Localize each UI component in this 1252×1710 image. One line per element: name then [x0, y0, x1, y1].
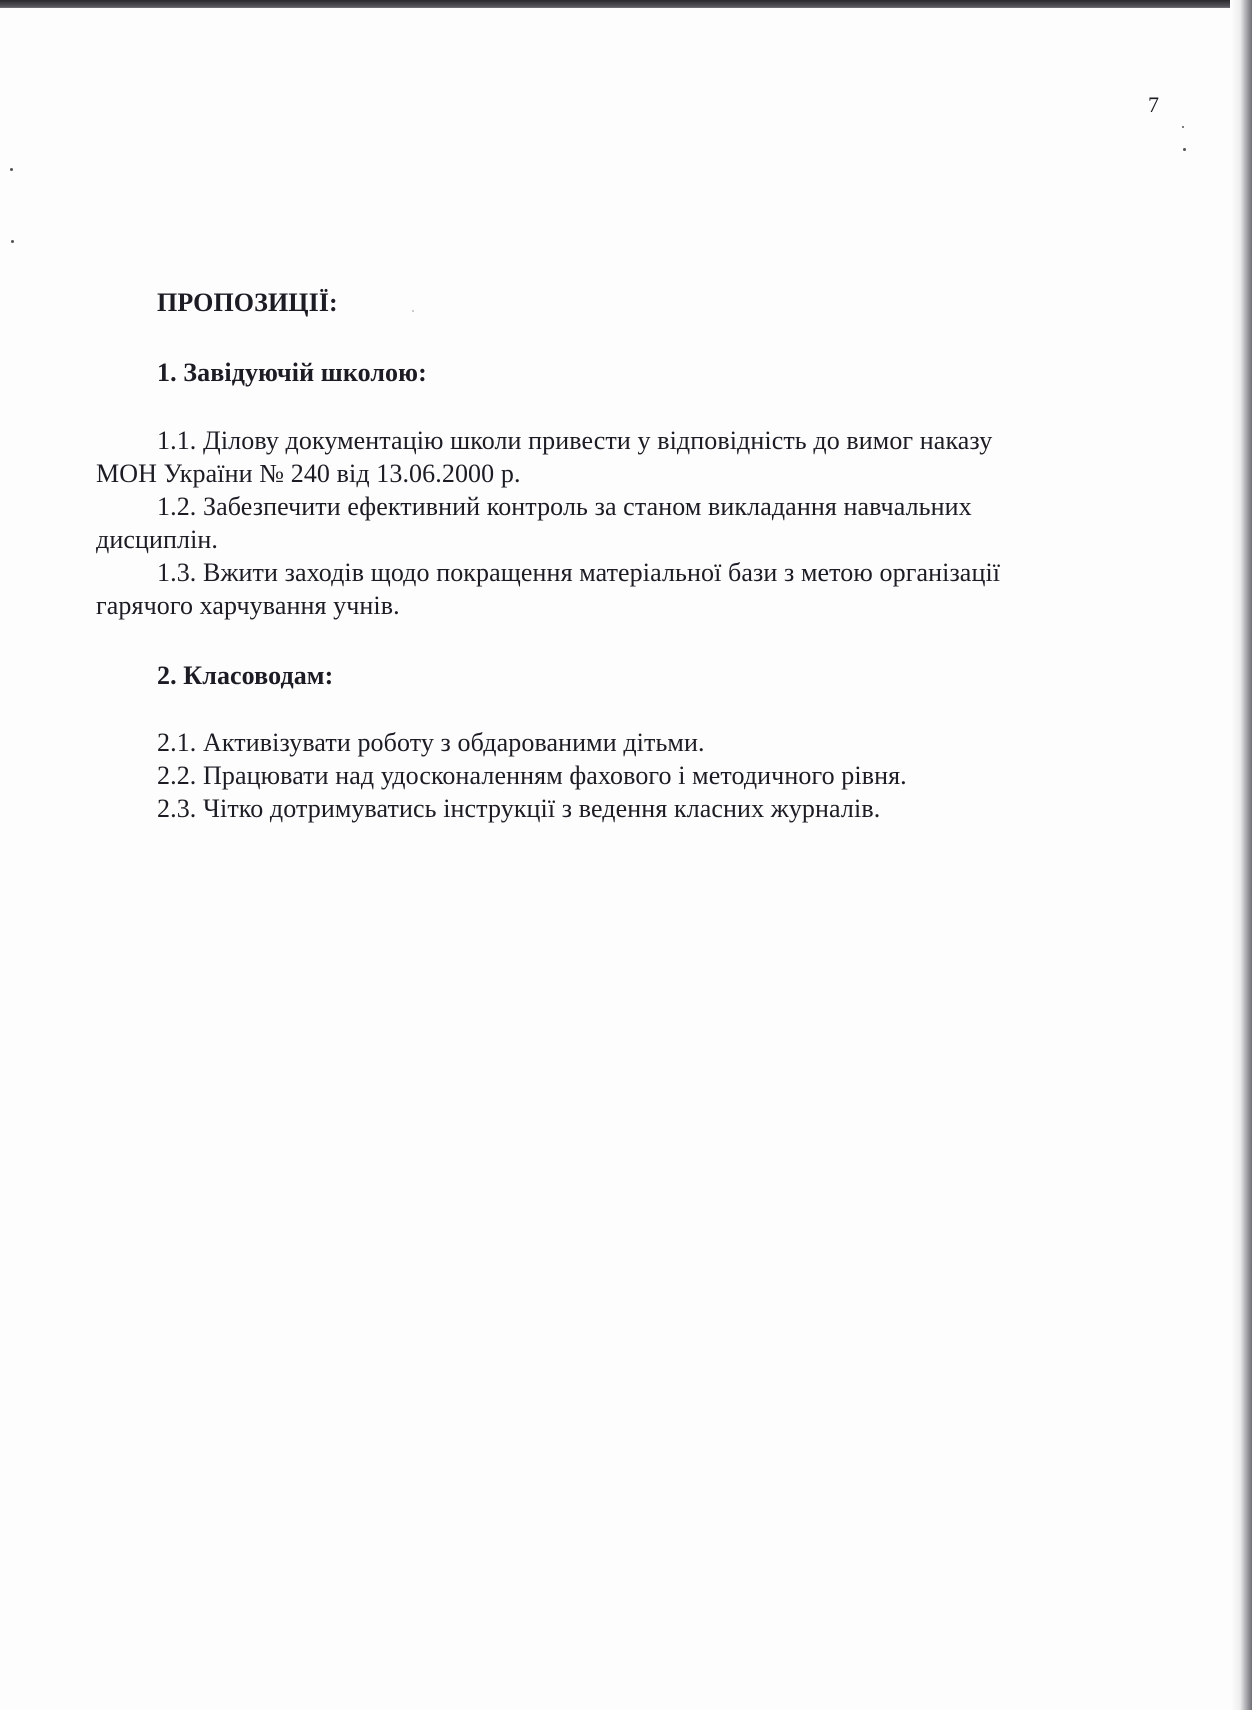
section-2-heading: 2. Класоводам:: [157, 661, 334, 690]
page-number: 7: [1148, 92, 1159, 117]
item-2-2: 2.2. Працювати над удосконаленням фахового і методичного рівня.: [157, 761, 907, 790]
scan-speck: [412, 310, 414, 312]
scan-speck: [1182, 126, 1184, 128]
paper-sheet: [0, 8, 1232, 1710]
scan-speck: [1183, 148, 1186, 151]
item-1-2-line-2: дисциплін.: [96, 525, 219, 554]
item-1-3-line-1: 1.3. Вжити заходів щодо покращення матеріальної бази з метою організації: [157, 558, 1001, 587]
item-2-1: 2.1. Активізувати роботу з обдарованими дітьми.: [157, 728, 705, 757]
section-1-heading: 1. Завідуючій школою:: [157, 358, 427, 387]
item-1-1-line-1: 1.1. Ділову документацію школи привести у відповідність до вимог наказу: [157, 426, 993, 455]
scan-speck: [10, 168, 13, 171]
item-1-2-line-1: 1.2. Забезпечити ефективний контроль за станом викладання навчальних: [157, 492, 972, 521]
scan-speck: [11, 240, 14, 243]
document-title: ПРОПОЗИЦІЇ:: [157, 288, 338, 317]
item-1-3-line-2: гарячого харчування учнів.: [96, 591, 400, 620]
item-2-3: 2.3. Чітко дотримуватись інструкції з ведення класних журналів.: [157, 794, 881, 823]
item-1-1-line-2: МОН України № 240 від 13.06.2000 р.: [96, 459, 521, 488]
scanner-right-edge: [1230, 0, 1252, 1710]
